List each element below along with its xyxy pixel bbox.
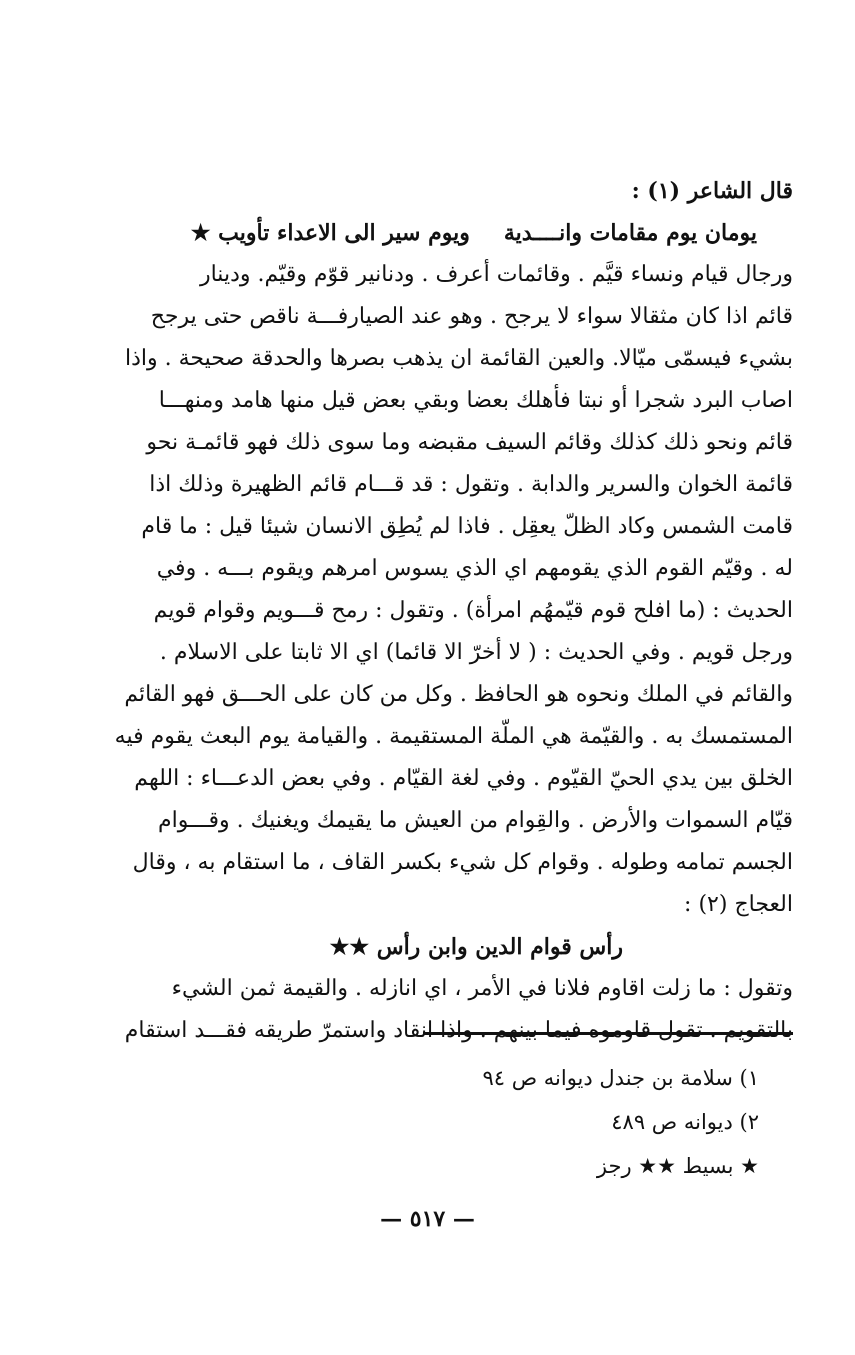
verse-line-2: رأس قوام الدين وابن رأس ★★ — [329, 934, 623, 960]
verse-1-hemistich-2: ويوم سير الى الاعداء تأويب ★ — [190, 220, 470, 246]
footnote-meters: ★ بسيط ★★ رجز — [596, 1154, 759, 1178]
paragraph-2: وتقول : ما زلت اقاوم فلانا في الأمر ، اي انازله . والقيمة ثمن الشيء بالتقويم . تقول قاوموه فيما بينهم . واذا انقاد واستمرّ طريقه فقـــد استقام — [124, 976, 793, 1043]
page-number: — ٥١٧ — — [380, 1206, 475, 1232]
verse-1-hemistich-1: يومان يوم مقامات وانــــدية — [503, 220, 757, 246]
verse-line-1 — [113, 212, 793, 254]
footnotes — [339, 1056, 759, 1188]
footnote-2: ٢) ديوانه ص ٤٨٩ — [611, 1110, 759, 1134]
poet-heading: قال الشاعر (١) : — [631, 178, 793, 204]
footnote-1: ١) سلامة بن جندل ديوانه ص ٩٤ — [482, 1066, 759, 1090]
paragraph-1: ورجال قيام ونساء قيَّم . وقائمات أعرف . ودنانير قوّم وقيّم. ودينار قائم اذا كان مثقالا سواء لا يرجح . وهو عند الصيارفـــة ناقص حتى يرجح بشيء فيسمّى ميّالا. والعين القائمة ان يذهب بصرها والحدقة صحيحة . واذا اصاب البرد شجرا أو نبتا فأهلك بعضا وبقي بعض قيل منها هامد ومنهـــا قائم ونحو ذلك كذلك وقائم السيف مقبضه وما سوى ذلك فهو قائمـة نحو قائمة الخوان والسرير والدابة . وتقول : قد قـــام قائم الظهيرة وذلك اذا قامت الشمس وكاد الظلّ يعقِل . فاذا لم يُطِق الانسان شيئا قيل : ما قام له . وقيّم القوم الذي يقومهم اي الذي يسوس امرهم ويقوم بـــه . وفي الحديث : (ما افلح قوم قيّمهُم امرأة) . وتقول : رمح قـــويم وقوام قويم ورجل قويم . وفي الحديث : ( لا أخرّ الا قائما) اي الا ثابتا على الاسلام . والقائم في الملك ونحوه هو الحافظ . وكل من كان على الحـــق فهو القائم المستمسك به . والقيّمة هي الملّة المستقيمة . والقيامة يوم البعث يقوم فيه الخلق بين يدي الحيّ القيّوم . وفي لغة القيّام . وفي بعض الدعـــاء : اللهم قيّام السموات والأرض . والقِوام من العيش ما يقيمك ويغنيك . وقـــوام الجسم تمامه وطوله . وقوام كل شيء بكسر القاف ، ما استقام به ، وقال العجاج (٢) : — [114, 262, 793, 917]
main-text — [113, 170, 793, 1052]
footnote-separator — [423, 1032, 793, 1035]
